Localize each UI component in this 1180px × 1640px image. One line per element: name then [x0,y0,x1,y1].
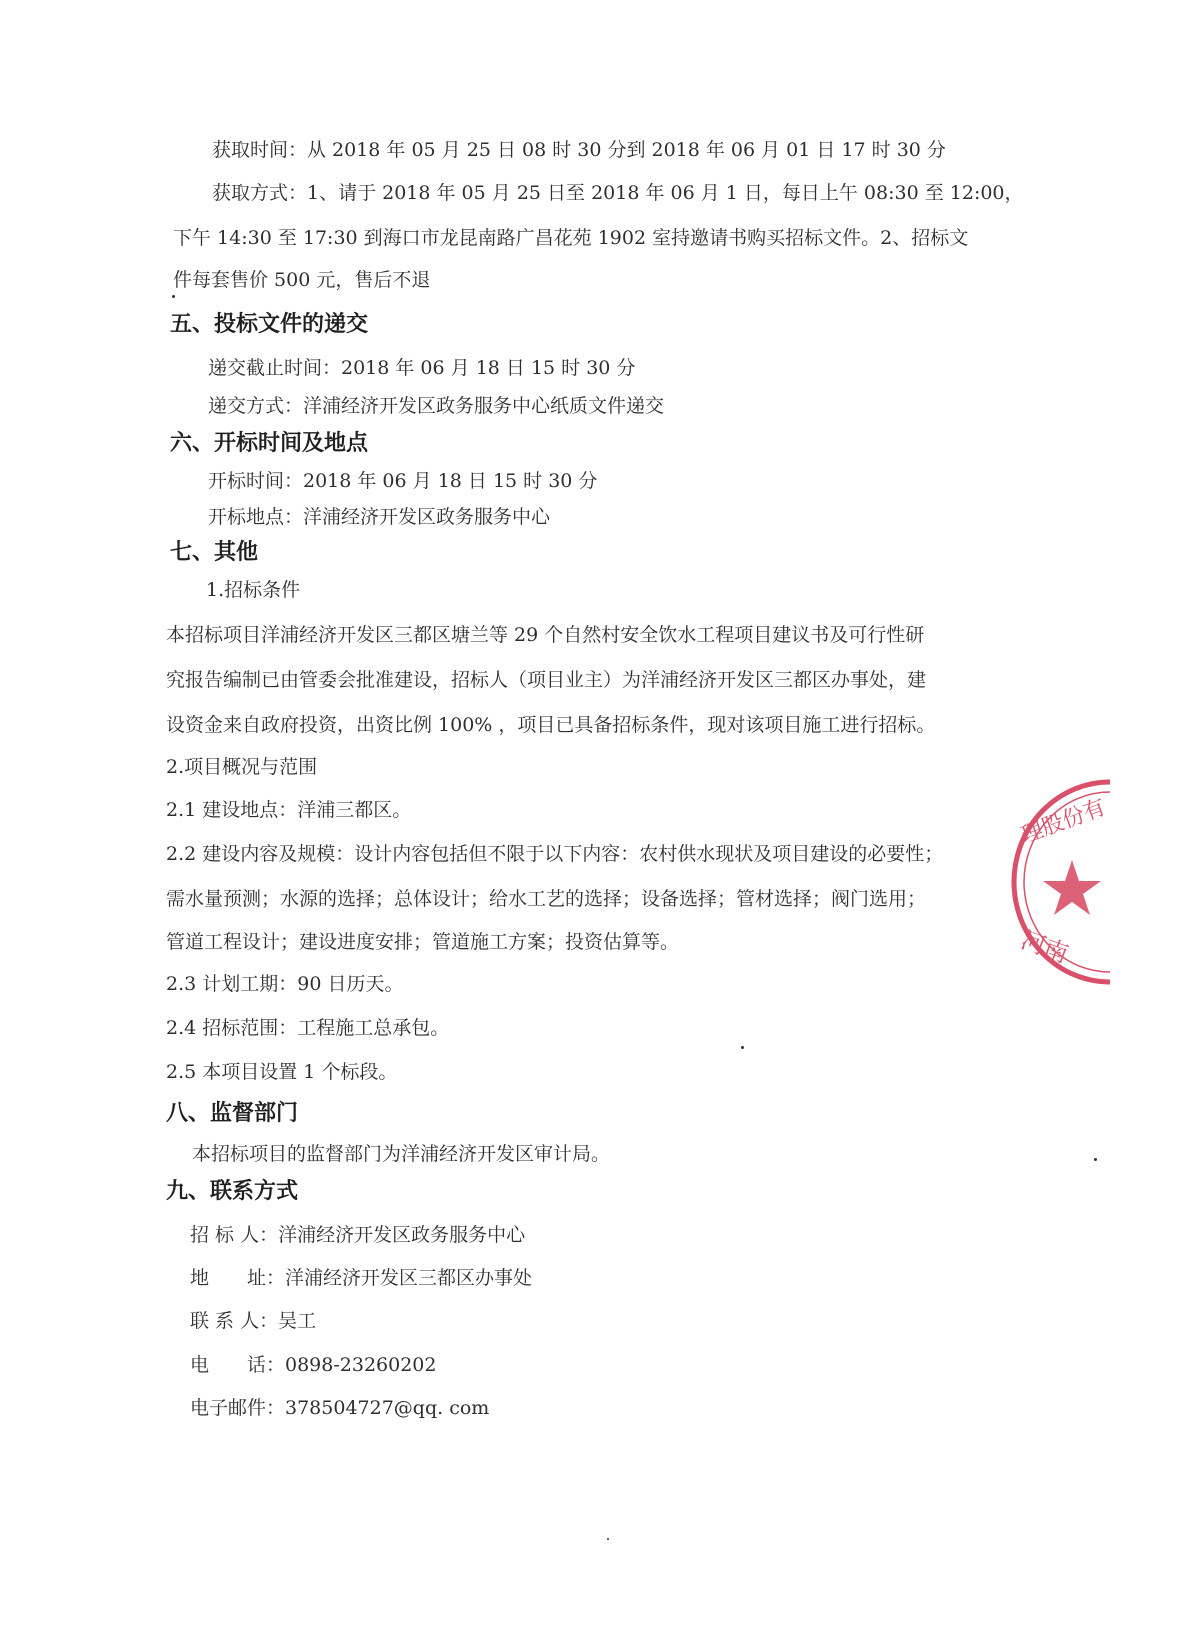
scan-speck [741,1046,744,1049]
get-method-line-2: 下午 14:30 至 17:30 到海口市龙昆南路广昌花苑 1902 室持邀请书购买招标文件。2、招标文 [173,227,969,249]
bid-deadline: 递交截止时间：2018 年 06 月 18 日 15 时 30 分 [208,357,636,379]
section7-heading: 七、其他 [170,539,259,565]
supervision-text: 本招标项目的监督部门为洋浦经济开发区审计局。 [192,1143,611,1165]
contact-tenderer: 招 标 人：洋浦经济开发区政务服务中心 [190,1224,526,1246]
item-2-2-line-2: 需水量预测；水源的选择；总体设计；给水工艺的选择；设备选择；管材选择；阀门选用； [166,888,927,910]
sub-project-overview: 2.项目概况与范围 [166,756,318,778]
sub-tender-conditions: 1.招标条件 [206,579,301,601]
section5-heading: 五、投标文件的递交 [170,311,369,337]
contact-phone: 电 话：0898-23260202 [190,1354,437,1376]
conditions-para-line-3: 设资金来自政府投资，出资比例 100% ，项目已具备招标条件，现对该项目施工进行招标。 [166,714,936,736]
company-seal [1017,778,1180,998]
scan-speck [607,1538,609,1540]
item-2-2-line-3: 管道工程设计；建设进度安排；管道施工方案；投资估算等。 [166,931,680,953]
contact-email: 电子邮件：378504727@qq. com [190,1397,490,1419]
seal-star-icon [1043,860,1101,915]
opening-place: 开标地点：洋浦经济开发区政务服务中心 [208,506,551,528]
item-2-4: 2.4 招标范围：工程施工总承包。 [166,1017,450,1039]
contact-person: 联 系 人：吴工 [190,1310,317,1332]
section6-heading: 六、开标时间及地点 [170,430,369,456]
conditions-para-line-1: 本招标项目洋浦经济开发区三都区塘兰等 29 个自然村安全饮水工程项目建议书及可行性研 [166,624,925,646]
svg-text:河南: 河南 [1017,925,1072,969]
section8-heading: 八、监督部门 [166,1100,299,1126]
svg-text:理股份有: 理股份有 [1017,795,1110,849]
item-2-3: 2.3 计划工期：90 日历天。 [166,973,404,995]
bid-submit-method: 递交方式：洋浦经济开发区政务服务中心纸质文件递交 [208,395,665,417]
item-2-1: 2.1 建设地点：洋浦三都区。 [166,799,412,821]
opening-time: 开标时间：2018 年 06 月 18 日 15 时 30 分 [208,470,598,492]
scan-speck [172,295,175,298]
item-2-5: 2.5 本项目设置 1 个标段。 [166,1061,398,1083]
item-2-2-line-1: 2.2 建设内容及规模：设计内容包括但不限于以下内容：农村供水现状及项目建设的必要性； [166,843,944,865]
contact-address: 地 址：洋浦经济开发区三都区办事处 [190,1267,533,1289]
get-method-line-1: 获取方式：1、请于 2018 年 05 月 25 日至 2018 年 06 月 1 日，每日上午 08:30 至 12:00， [212,182,1024,204]
get-method-line-3: 件每套售价 500 元，售后不退 [173,269,431,291]
conditions-para-line-2: 究报告编制已由管委会批准建设，招标人（项目业主）为洋浦经济开发区三都区办事处，建 [166,669,927,691]
scan-speck [1094,1158,1097,1161]
get-time-line: 获取时间：从 2018 年 05 月 25 日 08 时 30 分到 2018 年 06 月 01 日 17 时 30 分 [212,139,946,161]
section9-heading: 九、联系方式 [166,1178,299,1204]
